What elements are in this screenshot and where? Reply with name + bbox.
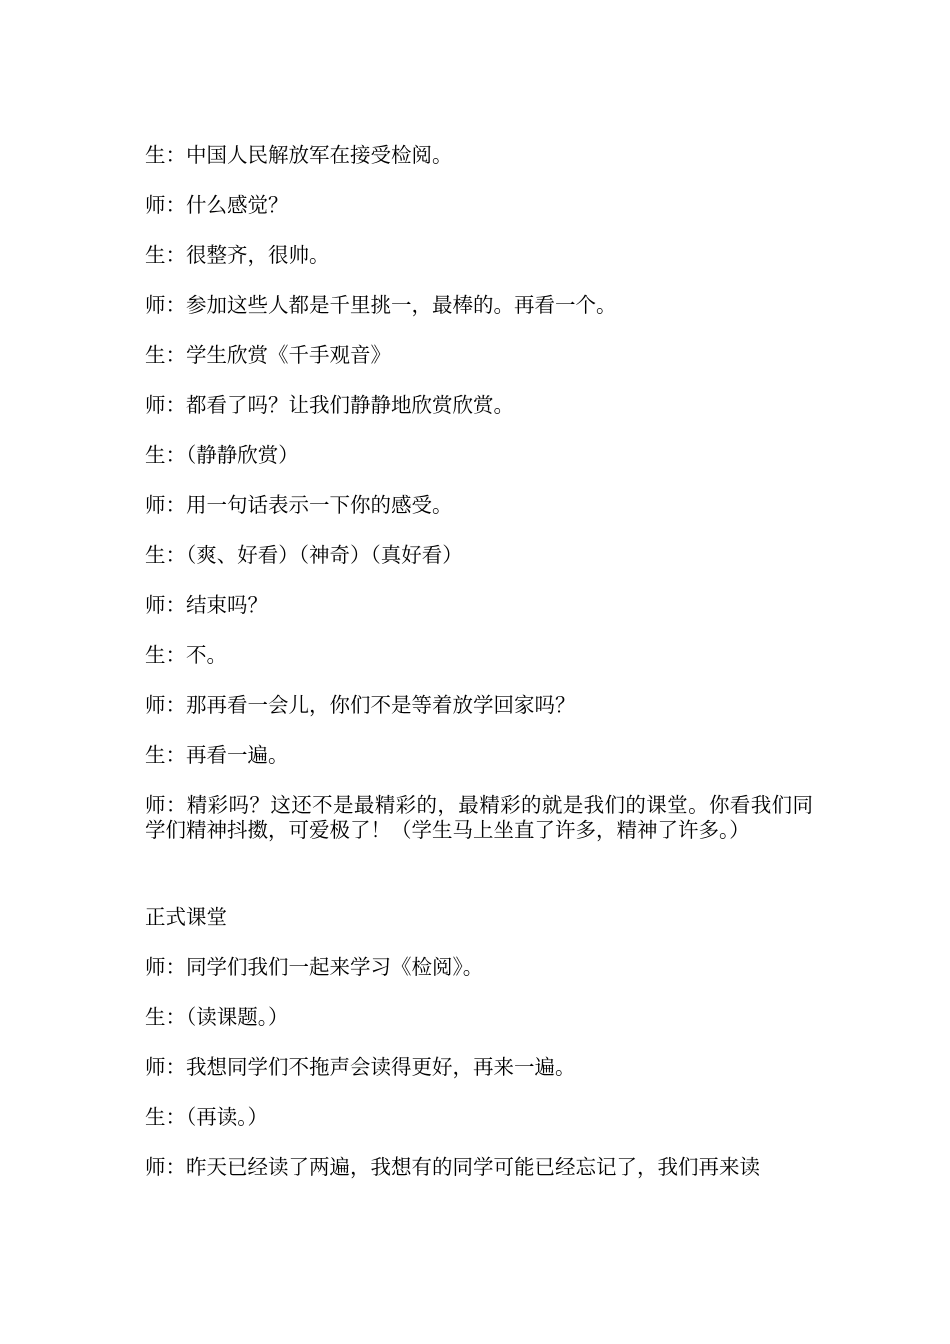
dialogue-line: 师：都看了吗？让我们静静地欣赏欣赏。 <box>145 393 514 417</box>
dialogue-line: 师：我想同学们不拖声会读得更好，再来一遍。 <box>145 1055 576 1079</box>
dialogue-line: 师：昨天已经读了两遍，我想有的同学可能已经忘记了，我们再来读 <box>145 1155 760 1179</box>
dialogue-line: 生：（再读。） <box>145 1105 268 1129</box>
section-heading: 正式课堂 <box>145 905 227 929</box>
dialogue-paragraph: 师：精彩吗？这还不是最精彩的，最精彩的就是我们的课堂。你看我们同学们精神抖擞，可爱极了！（学生马上坐直了许多，精神了许多。） <box>145 793 813 842</box>
dialogue-line: 师：那再看一会儿，你们不是等着放学回家吗？ <box>145 693 576 717</box>
dialogue-line: 师：参加这些人都是千里挑一，最棒的。再看一个。 <box>145 293 617 317</box>
dialogue-line: 生：（爽、好看）（神奇）（真好看） <box>145 543 463 567</box>
dialogue-line: 师：用一句话表示一下你的感受。 <box>145 493 453 517</box>
dialogue-line: 师：同学们我们一起来学习《检阅》。 <box>145 955 484 979</box>
dialogue-line: 生：（读课题。） <box>145 1005 289 1029</box>
dialogue-line: 生：不。 <box>145 643 227 667</box>
dialogue-line: 生：中国人民解放军在接受检阅。 <box>145 143 453 167</box>
dialogue-line: 师：什么感觉？ <box>145 193 289 217</box>
dialogue-line: 师：结束吗？ <box>145 593 268 617</box>
dialogue-line: 生：很整齐，很帅。 <box>145 243 330 267</box>
dialogue-line: 生：学生欣赏《千手观音》 <box>145 343 391 367</box>
section-spacer <box>145 843 813 905</box>
document-body <box>145 143 813 1205</box>
dialogue-line: 生：（静静欣赏） <box>145 443 299 467</box>
dialogue-line: 生：再看一遍。 <box>145 743 289 767</box>
